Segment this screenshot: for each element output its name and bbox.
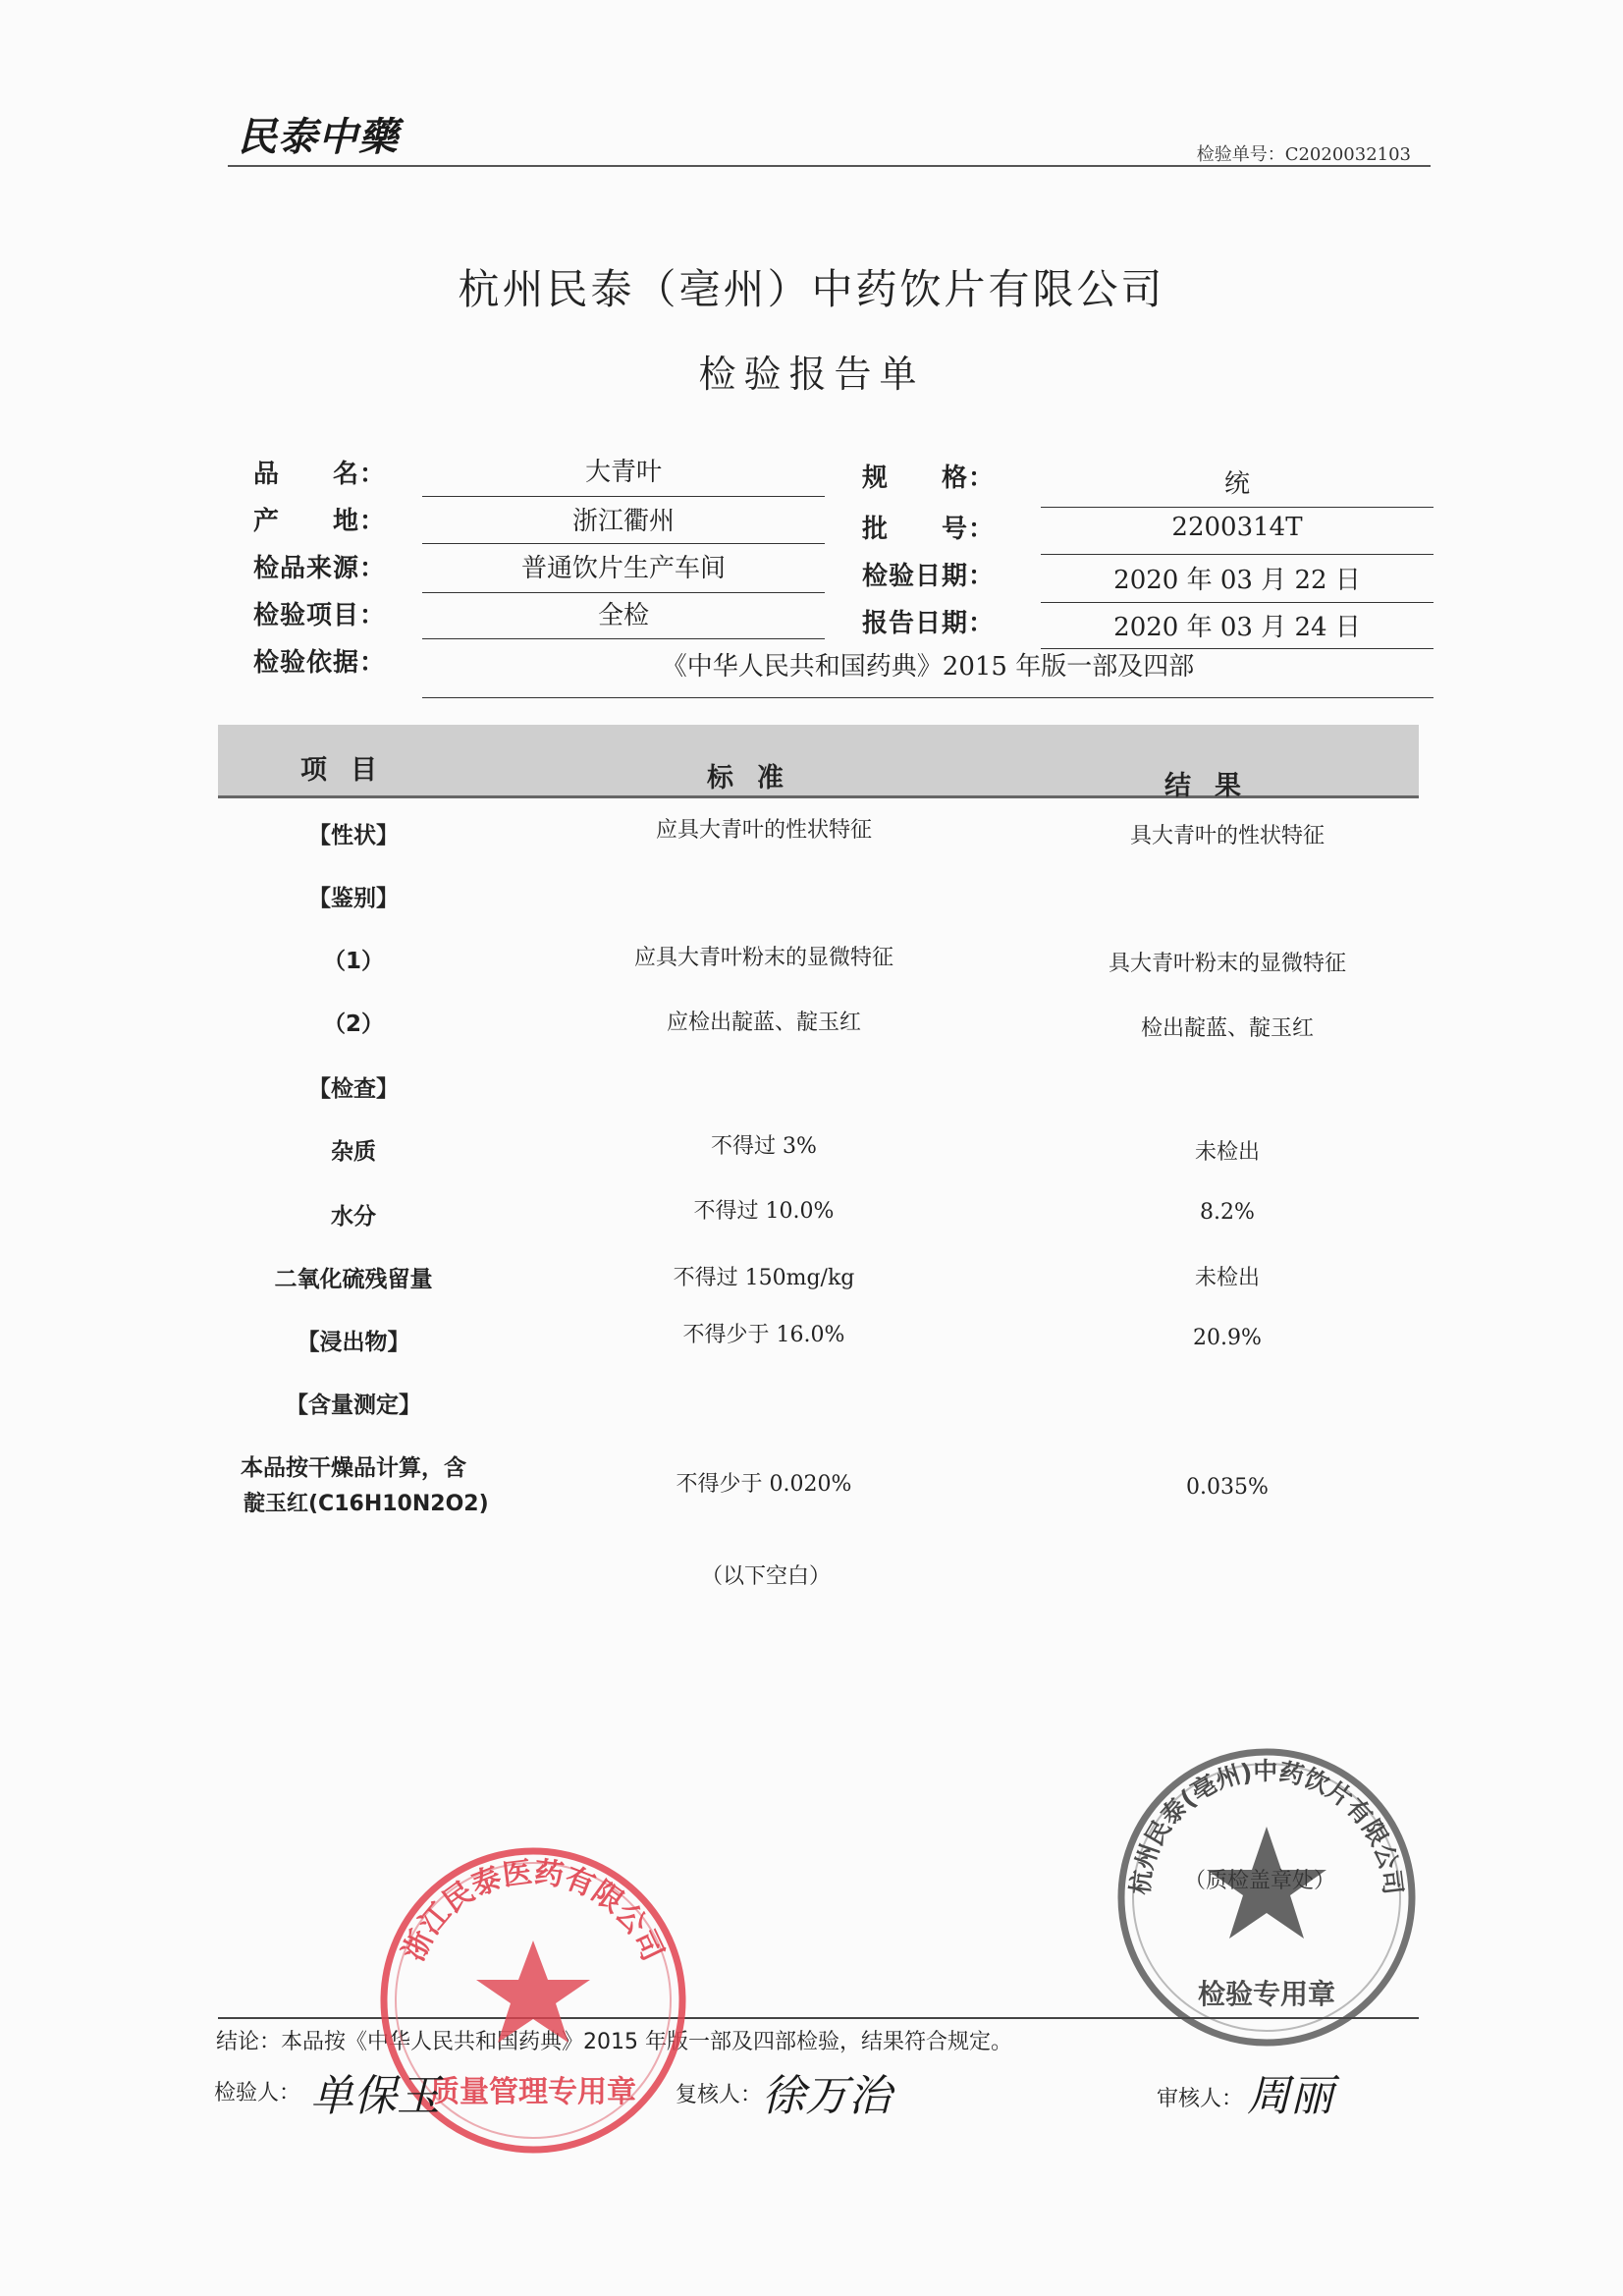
assay-item-line1: 本品按干燥品计算，含 <box>241 1455 466 1481</box>
product-value: 大青叶 <box>584 458 662 487</box>
spec-value: 统 <box>1223 469 1250 499</box>
row-result-moisture: 8.2% <box>1200 1200 1255 1225</box>
row-item-impurity: 杂质 <box>331 1139 376 1165</box>
svg-text:杭州民泰(亳州)中药饮片有限公司: 杭州民泰(亳州)中药饮片有限公司 <box>1125 1756 1408 1896</box>
row-item-appearance: 【性状】 <box>308 823 399 848</box>
basis-underline <box>422 697 1434 698</box>
row-result-impurity: 未检出 <box>1194 1140 1260 1165</box>
row-item-extract: 【浸出物】 <box>297 1330 410 1355</box>
inspector-label: 检验人： <box>214 2081 301 2105</box>
spec-underline <box>1041 507 1434 508</box>
product-underline <box>422 496 825 497</box>
row-standard-appearance: 应具大青叶的性状特征 <box>655 818 872 843</box>
item-label: 检验项目： <box>253 601 387 630</box>
source-underline <box>422 592 825 593</box>
row-item-moisture: 水分 <box>331 1204 376 1230</box>
product-label: 品 名： <box>253 460 387 489</box>
row-item-identification: 【鉴别】 <box>308 886 399 911</box>
origin-underline <box>422 543 825 544</box>
row-result-so2: 未检出 <box>1194 1266 1260 1290</box>
origin-value: 浙江衢州 <box>571 507 675 536</box>
row-result-ident-1: 具大青叶粉末的显微特征 <box>1108 952 1346 976</box>
blank-note: （以下空白） <box>700 1564 831 1589</box>
row-result-ident-2: 检出靛蓝、靛玉红 <box>1140 1016 1314 1041</box>
row-item-so2: 二氧化硫残留量 <box>274 1267 433 1292</box>
row-item-assay: 【含量测定】 <box>286 1393 421 1418</box>
approver-label: 审核人： <box>1157 2087 1244 2111</box>
row-result-extract: 20.9% <box>1193 1326 1262 1350</box>
spec-label: 规 格： <box>862 464 996 493</box>
company-logo: 民泰中藥 <box>238 114 399 160</box>
inspection-seal <box>1109 1740 1424 2054</box>
test-date-label: 检验日期： <box>862 562 996 591</box>
row-item-ident-2: （2） <box>322 1011 384 1037</box>
row-standard-moisture: 不得过 10.0% <box>693 1199 835 1224</box>
svg-text:浙江民泰医药有限公司: 浙江民泰医药有限公司 <box>396 1855 671 1967</box>
header-item: 项目 <box>300 755 401 786</box>
row-standard-extract: 不得少于 16.0% <box>682 1323 845 1347</box>
test-date-value: 2020 年 03 月 22 日 <box>1113 566 1361 595</box>
svg-text:检验专用章: 检验专用章 <box>1197 1978 1336 2010</box>
svg-text:质量管理专用章: 质量管理专用章 <box>430 2075 636 2109</box>
row-standard-ident-1: 应具大青叶粉末的显微特征 <box>633 946 893 970</box>
row-standard-ident-2: 应检出靛蓝、靛玉红 <box>666 1011 861 1035</box>
source-value: 普通饮片生产车间 <box>520 554 726 583</box>
item-underline <box>422 638 825 639</box>
reviewer-label: 复核人： <box>676 2083 763 2107</box>
row-item-inspection: 【检查】 <box>308 1076 399 1102</box>
document-title: 检验报告单 <box>698 353 925 396</box>
reviewer-signature: 徐万治 <box>762 2071 892 2121</box>
header-divider <box>228 165 1431 167</box>
approver-signature: 周丽 <box>1247 2071 1333 2121</box>
test-date-underline <box>1041 602 1434 603</box>
assay-item-line2: 靛玉红(C16H10N2O2) <box>243 1492 489 1516</box>
seal-note: （质检盖章处） <box>1184 1869 1336 1893</box>
row-standard-so2: 不得过 150mg/kg <box>673 1266 855 1290</box>
assay-result: 0.035% <box>1186 1475 1269 1500</box>
row-result-appearance: 具大青叶的性状特征 <box>1129 824 1325 848</box>
basis-value: 《中华人民共和国药典》2015 年版一部及四部 <box>661 652 1195 682</box>
header-result: 结果 <box>1164 771 1265 801</box>
report-number: 检验单号：C2020032103 <box>1196 144 1411 165</box>
basis-label: 检验依据： <box>253 648 387 678</box>
source-label: 检品来源： <box>253 554 387 583</box>
report-date-label: 报告日期： <box>862 609 996 638</box>
batch-underline <box>1041 554 1434 555</box>
inspector-signature: 单保玉 <box>310 2071 440 2121</box>
header-standard: 标准 <box>707 763 807 793</box>
row-item-ident-1: （1） <box>322 949 384 974</box>
item-value: 全检 <box>597 601 649 630</box>
batch-value: 2200314T <box>1171 513 1303 542</box>
conclusion-text: 结论：本品按《中华人民共和国药典》2015 年版一部及四部检验，结果符合规定。 <box>216 2030 1012 2054</box>
row-standard-impurity: 不得过 3% <box>711 1134 817 1159</box>
report-date-value: 2020 年 03 月 24 日 <box>1113 613 1361 642</box>
batch-label: 批 号： <box>862 515 996 544</box>
company-name: 杭州民泰（亳州）中药饮片有限公司 <box>458 265 1165 313</box>
origin-label: 产 地： <box>253 507 387 536</box>
assay-standard: 不得少于 0.020% <box>676 1472 852 1497</box>
